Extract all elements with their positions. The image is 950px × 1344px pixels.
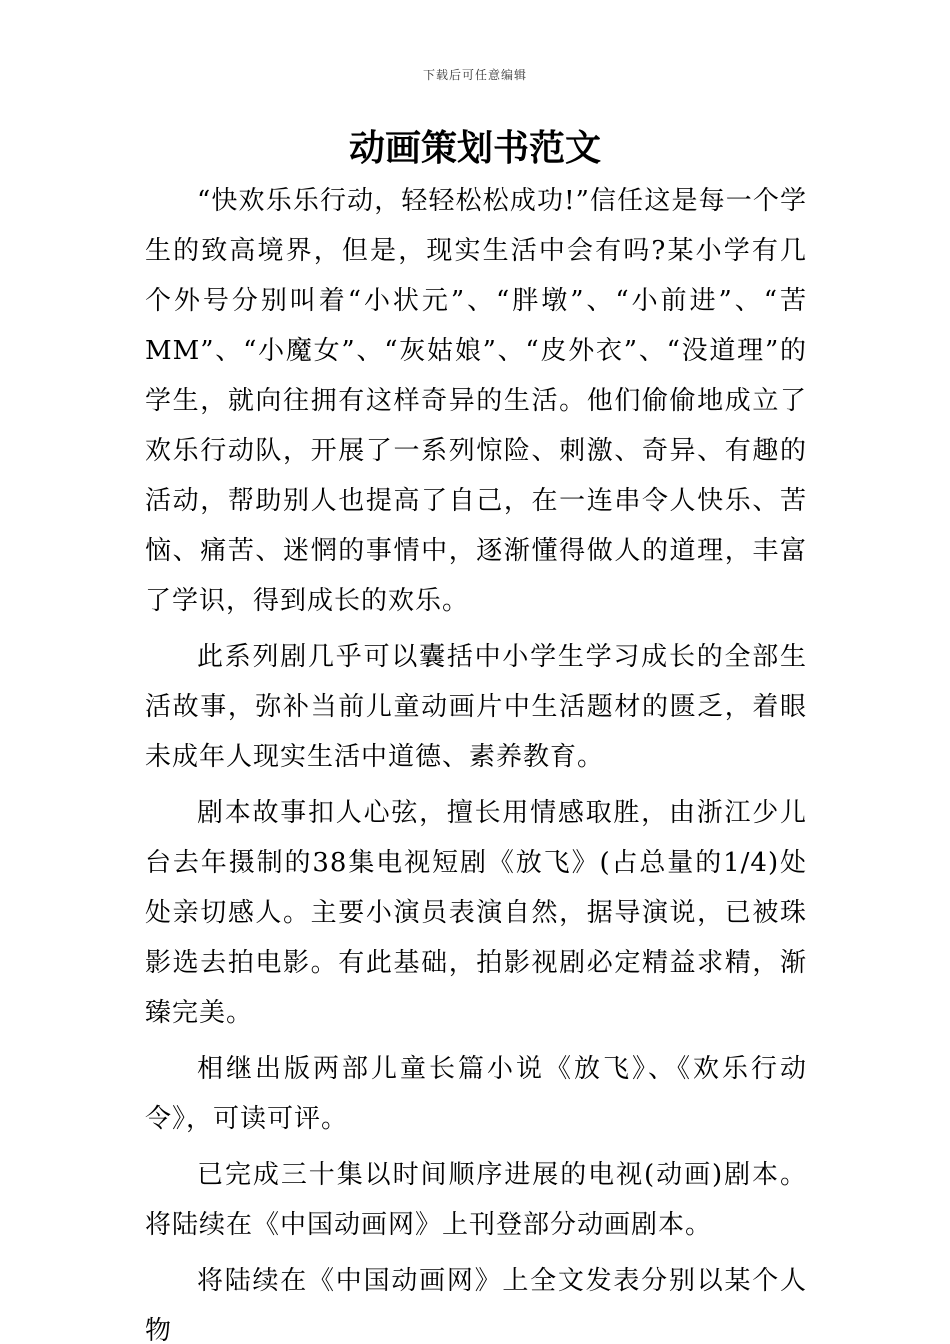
document-body xyxy=(145,176,807,1344)
document-title: 动画策划书范文 xyxy=(348,128,601,169)
paragraph-1: “快欢乐乐行动，轻轻松松成功!”信任这是每一个学生的致高境界，但是，现实生活中会有吗?某小学有几个外号分别叫着“小状元”、“胖墩”、“小前进”、“苦MM”、“小魔女”、“灰姑娘”、“皮外衣”、“没道理”的学生，就向往拥有这样奇异的生活。他们偷偷地成立了欢乐行动队，开展了一系列惊险、刺激、奇异、有趣的活动，帮助别人也提高了自己，在一连串令人快乐、苦恼、痛苦、迷惘的事情中，逐渐懂得做人的道理，丰富了学识，得到成长的欢乐。 xyxy=(145,186,807,616)
paragraph-6: 将陆续在《中国动画网》上全文发表分别以某个人物 xyxy=(145,1266,807,1344)
header-note: 下载后可任意编辑 xyxy=(422,68,527,82)
paragraph-3: 剧本故事扣人心弦，擅长用情感取胜，由浙江少儿台去年摄制的38集电视短剧《放飞》(占总量的1/4)处处亲切感人。主要小演员表演自然，据导演说，已被珠影选去拍电影。有此基础，拍影视剧必定精益求精，渐臻完美。 xyxy=(145,798,807,1028)
paragraph-2: 此系列剧几乎可以囊括中小学生学习成长的全部生活故事，弥补当前儿童动画片中生活题材的匮乏，着眼未成年人现实生活中道德、素养教育。 xyxy=(145,642,807,772)
paragraph-5: 已完成三十集以时间顺序进展的电视(动画)剧本。将陆续在《中国动画网》上刊登部分动画剧本。 xyxy=(145,1160,807,1240)
paragraph-4: 相继出版两部儿童长篇小说《放飞》、《欢乐行动令》，可读可评。 xyxy=(145,1054,807,1134)
